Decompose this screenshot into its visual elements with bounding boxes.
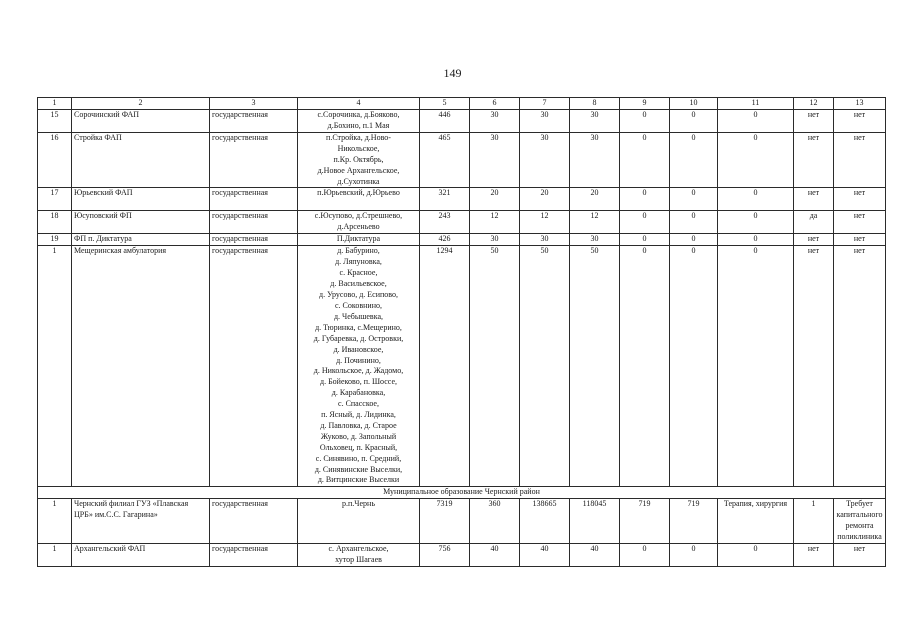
service-area-line: д. Ивановское, [333, 344, 384, 354]
col9-cell: 0 [620, 109, 670, 132]
service-area-cell [298, 132, 420, 188]
col13-cell: нет [834, 211, 886, 234]
ownership-cell: государственная [210, 211, 298, 234]
column-header: 12 [794, 98, 834, 110]
col7-cell: 12 [520, 211, 570, 234]
service-area-line: д. Чебышевка, [333, 311, 384, 321]
col12-cell: нет [794, 246, 834, 487]
service-area-line: п.Кр. Октябрь, [333, 154, 384, 164]
row-number-cell: 1 [38, 499, 72, 544]
column-header: 4 [298, 98, 420, 110]
col8-cell: 50 [570, 246, 620, 487]
col9-cell: 0 [620, 211, 670, 234]
service-area-cell [298, 211, 420, 234]
col7-cell: 30 [520, 132, 570, 188]
col10-cell: 0 [670, 246, 718, 487]
service-area-cell [298, 188, 420, 211]
service-area-line: д. Карабановка, [331, 388, 386, 398]
col6-cell: 30 [470, 132, 520, 188]
col10-cell: 0 [670, 109, 718, 132]
facility-name-cell: ФП п. Диктатура [72, 234, 210, 246]
row-number-cell: 1 [38, 246, 72, 487]
table-row [38, 499, 886, 544]
col9-cell: 719 [620, 499, 670, 544]
population-cell: 243 [420, 211, 470, 234]
service-area-line: с.Юсупово, д.Стрешнево, [314, 211, 403, 221]
column-header: 1 [38, 98, 72, 110]
population-cell: 7319 [420, 499, 470, 544]
col8-cell: 12 [570, 211, 620, 234]
column-header: 9 [620, 98, 670, 110]
table-row [38, 188, 886, 211]
service-area-line: д. Витцинские Выселки [317, 475, 400, 485]
col12-cell: да [794, 211, 834, 234]
col6-cell: 30 [470, 234, 520, 246]
service-area-line: д.Сухотинка [337, 176, 380, 186]
population-cell: 321 [420, 188, 470, 211]
service-area-line: хутор Шагаев [335, 555, 382, 565]
col11-cell: Терапия, хирургия [718, 499, 794, 544]
col7-cell: 40 [520, 544, 570, 567]
ownership-cell: государственная [210, 109, 298, 132]
service-area-line: д.Новое Архангельское, [317, 165, 400, 175]
col9-cell: 0 [620, 246, 670, 487]
service-area-line: д. Бойеково, п. Шоссе, [320, 377, 397, 387]
service-area-line: д. Васильевское, [330, 279, 387, 289]
row-number-cell: 19 [38, 234, 72, 246]
col13-cell: нет [834, 544, 886, 567]
col10-cell: 0 [670, 544, 718, 567]
col7-cell: 138665 [520, 499, 570, 544]
column-header: 8 [570, 98, 620, 110]
col6-cell: 40 [470, 544, 520, 567]
col13-cell: нет [834, 234, 886, 246]
col6-cell: 360 [470, 499, 520, 544]
ownership-cell: государственная [210, 544, 298, 567]
population-cell: 446 [420, 109, 470, 132]
population-cell: 756 [420, 544, 470, 567]
service-area-line: п.Юрьевский, д.Юрьево [317, 188, 400, 198]
col7-cell: 50 [520, 246, 570, 487]
col6-cell: 50 [470, 246, 520, 487]
page-number: 149 [443, 66, 462, 80]
facility-name-cell: Сорочинский ФАП [72, 109, 210, 132]
column-header: 13 [834, 98, 886, 110]
column-header: 7 [520, 98, 570, 110]
facility-name-cell: Архангельский ФАП [72, 544, 210, 567]
col7-cell: 30 [520, 109, 570, 132]
row-number-cell: 15 [38, 109, 72, 132]
col12-cell: нет [794, 188, 834, 211]
service-area-cell [298, 544, 420, 567]
facility-name-cell: Мещеринская амбулатория [72, 246, 210, 487]
col9-cell: 0 [620, 544, 670, 567]
service-area-line: с. Соковнино, [335, 300, 382, 310]
col13-cell: Требует капитального ремонта поликлиника [834, 499, 886, 544]
col8-cell: 118045 [570, 499, 620, 544]
service-area-line: д. Починино, [336, 355, 381, 365]
service-area-line: д.Арсеньево [337, 222, 380, 232]
service-area-line: Никольское, [337, 143, 380, 153]
section-row [38, 487, 886, 499]
col10-cell: 0 [670, 188, 718, 211]
column-header: 5 [420, 98, 470, 110]
col11-cell: 0 [718, 211, 794, 234]
facility-name-cell: Юсуповский ФП [72, 211, 210, 234]
col8-cell: 30 [570, 109, 620, 132]
col11-cell: 0 [718, 188, 794, 211]
col11-cell: 0 [718, 109, 794, 132]
column-header: 11 [718, 98, 794, 110]
table-row [38, 234, 886, 246]
col11-cell: 0 [718, 234, 794, 246]
ownership-cell: государственная [210, 246, 298, 487]
col9-cell: 0 [620, 234, 670, 246]
col13-cell: нет [834, 132, 886, 188]
ownership-cell: государственная [210, 132, 298, 188]
col6-cell: 12 [470, 211, 520, 234]
facility-name-cell: Чернский филиал ГУЗ «Плавская ЦРБ» им.С.С. Гагарина» [72, 499, 210, 544]
service-area-line: д. Бабурино, [337, 246, 380, 256]
service-area-cell [298, 499, 420, 544]
table-row [38, 544, 886, 567]
ownership-cell: государственная [210, 234, 298, 246]
service-area-line: р.п.Чернь [342, 499, 375, 509]
column-header: 3 [210, 98, 298, 110]
col13-cell: нет [834, 246, 886, 487]
service-area-line: д. Никольское, д. Жадомо, [313, 366, 404, 376]
col13-cell: нет [834, 109, 886, 132]
row-number-cell: 16 [38, 132, 72, 188]
row-number-cell: 17 [38, 188, 72, 211]
facilities-table [37, 97, 886, 567]
col12-cell: 1 [794, 499, 834, 544]
col8-cell: 20 [570, 188, 620, 211]
col6-cell: 30 [470, 109, 520, 132]
table-row [38, 109, 886, 132]
col12-cell: нет [794, 544, 834, 567]
col8-cell: 40 [570, 544, 620, 567]
facility-name-cell: Стройка ФАП [72, 132, 210, 188]
col7-cell: 20 [520, 188, 570, 211]
service-area-line: с. Архангельское, [328, 544, 389, 554]
table-row [38, 132, 886, 188]
service-area-cell [298, 109, 420, 132]
service-area-line: П.Диктатура [336, 234, 381, 244]
service-area-line: д. Ляпуновка, [335, 257, 382, 267]
col7-cell: 30 [520, 234, 570, 246]
service-area-cell [298, 234, 420, 246]
service-area-line: с. Спасское, [338, 399, 379, 409]
col11-cell: 0 [718, 544, 794, 567]
ownership-cell: государственная [210, 499, 298, 544]
service-area-line: с. Красное, [339, 268, 378, 278]
column-header: 6 [470, 98, 520, 110]
service-area-line: д. Синявинские Выселки, [314, 464, 403, 474]
col8-cell: 30 [570, 132, 620, 188]
population-cell: 465 [420, 132, 470, 188]
table-row [38, 211, 886, 234]
ownership-cell: государственная [210, 188, 298, 211]
col11-cell: 0 [718, 132, 794, 188]
col12-cell: нет [794, 132, 834, 188]
column-number-row [38, 98, 886, 110]
service-area-line: п.Стройка, д.Ново- [326, 132, 391, 142]
service-area-line: Жуково, д. Запольный [320, 431, 397, 441]
service-area-line: д. Павловка, д. Старое [320, 420, 397, 430]
service-area-line: с.Сорочинка, д.Бояково, [317, 109, 400, 119]
col10-cell: 0 [670, 234, 718, 246]
service-area-line: Ольховец, п. Красный, [319, 442, 398, 452]
row-number-cell: 1 [38, 544, 72, 567]
col9-cell: 0 [620, 132, 670, 188]
service-area-line: д. Тюринка, с.Мещерино, [315, 322, 402, 332]
col8-cell: 30 [570, 234, 620, 246]
facility-name-cell: Юрьевский ФАП [72, 188, 210, 211]
table-row [38, 246, 886, 487]
col12-cell: нет [794, 234, 834, 246]
service-area-line: д. Губаревка, д. Островки, [313, 333, 404, 343]
col10-cell: 719 [670, 499, 718, 544]
column-header: 2 [72, 98, 210, 110]
population-cell: 1294 [420, 246, 470, 487]
service-area-line: с. Синявино, п. Средний, [315, 453, 402, 463]
population-cell: 426 [420, 234, 470, 246]
col11-cell: 0 [718, 246, 794, 487]
col6-cell: 20 [470, 188, 520, 211]
row-number-cell: 18 [38, 211, 72, 234]
service-area-line: д.Бохино, п.1 Мая [327, 120, 390, 130]
col10-cell: 0 [670, 132, 718, 188]
service-area-cell [298, 246, 420, 487]
col10-cell: 0 [670, 211, 718, 234]
section-title: Муниципальное образование Чернский район [38, 487, 886, 499]
col13-cell: нет [834, 188, 886, 211]
service-area-line: д. Урусово, д. Есипово, [319, 290, 398, 300]
service-area-line: п. Ясный, д. Лидинка, [321, 410, 396, 420]
col12-cell: нет [794, 109, 834, 132]
col9-cell: 0 [620, 188, 670, 211]
column-header: 10 [670, 98, 718, 110]
